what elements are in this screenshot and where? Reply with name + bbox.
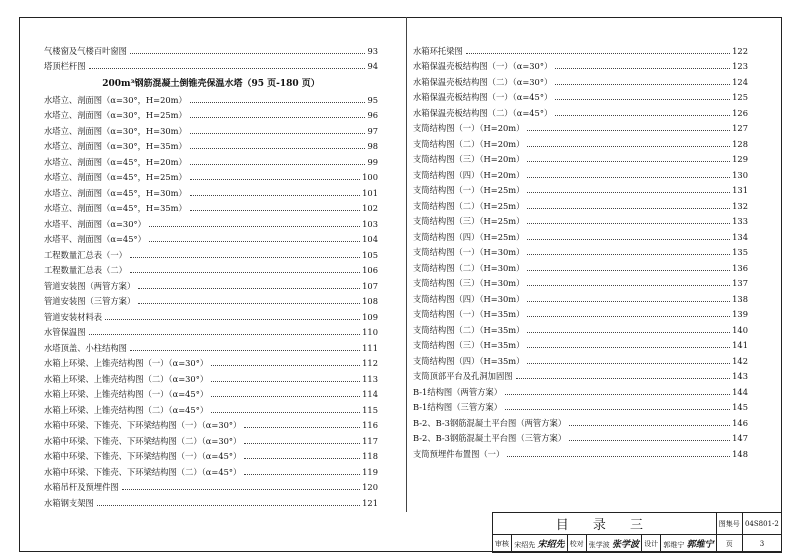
toc-entry-title: 水塔立、剖面图（α=45°，H=25m） xyxy=(44,172,187,182)
toc-entry-page: 141 xyxy=(732,340,748,350)
toc-entry-title: 工程数量汇总表（一） xyxy=(44,249,127,260)
toc-entry-page: 142 xyxy=(732,355,748,366)
dot-leader xyxy=(190,163,366,165)
toc-entry[interactable] xyxy=(44,275,378,291)
dot-leader xyxy=(211,380,360,382)
toc-entry-title: 水塔立、剖面图（α=30°，H=35m） xyxy=(44,141,187,151)
toc-entry-page: 118 xyxy=(362,451,378,461)
toc-entry[interactable] xyxy=(413,366,748,382)
toc-entry-page: 121 xyxy=(362,497,378,508)
sheet-title: 目 录 三 xyxy=(493,513,717,535)
toc-entry-page: 94 xyxy=(367,61,378,71)
toc-entry-page: 144 xyxy=(732,386,748,397)
toc-entry-title: 支筒结构图（三）（H=25m） xyxy=(413,216,525,226)
toc-entry[interactable] xyxy=(413,40,748,56)
dot-leader xyxy=(527,207,730,209)
toc-entry-title: 工程数量汇总表（二） xyxy=(44,265,127,275)
toc-entry-title: 支筒结构图（一）（H=25m） xyxy=(413,185,525,195)
dot-leader xyxy=(89,67,366,69)
toc-entry-page: 133 xyxy=(732,216,748,226)
toc-entry[interactable] xyxy=(44,477,378,493)
toc-entry-title: 支筒结构图（四）（H=35m） xyxy=(413,355,525,366)
toc-entry-page: 110 xyxy=(362,327,378,337)
dot-leader xyxy=(527,176,730,178)
toc-entry-page: 93 xyxy=(367,45,378,56)
toc-entry[interactable] xyxy=(413,226,748,242)
toc-entry[interactable] xyxy=(44,89,378,105)
designer-signature: 郭维宁 xyxy=(686,540,714,550)
toc-entry-page: 132 xyxy=(732,200,748,211)
toc-entry[interactable] xyxy=(44,399,378,415)
toc-entry[interactable] xyxy=(413,428,748,444)
dot-leader xyxy=(190,101,366,103)
toc-entry-title: 支筒顶部平台及孔洞加固图 xyxy=(413,371,513,381)
toc-entry[interactable] xyxy=(413,133,748,149)
dot-leader xyxy=(569,424,730,426)
toc-entry[interactable] xyxy=(413,443,748,459)
toc-entry[interactable] xyxy=(413,288,748,304)
dot-leader xyxy=(138,302,360,304)
toc-entry-page: 137 xyxy=(732,278,748,288)
dot-leader xyxy=(130,271,360,273)
toc-entry[interactable] xyxy=(413,397,748,413)
toc-entry-title: 气楼窗及气楼百叶窗图 xyxy=(44,45,127,56)
toc-entry-title: 水箱保温壳板结构图（一）（α=45°） xyxy=(413,92,553,102)
toc-entry[interactable] xyxy=(413,335,748,351)
dot-leader xyxy=(555,98,730,100)
dot-leader xyxy=(527,346,730,348)
toc-entry-title: 支筒结构图（三）（H=35m） xyxy=(413,340,525,350)
toc-entry-title: 支筒结构图（二）（H=30m） xyxy=(413,262,525,273)
toc-entry[interactable] xyxy=(413,412,748,428)
toc-entry-title: 水塔立、剖面图（α=45°，H=20m） xyxy=(44,156,187,167)
designer-name: 郭维宁 郭维宁 xyxy=(661,535,717,553)
toc-entry[interactable] xyxy=(44,337,378,353)
toc-entry[interactable] xyxy=(44,306,378,322)
atlas-label: 图集号 xyxy=(716,513,742,535)
toc-entry[interactable] xyxy=(44,167,378,183)
toc-entry-page: 145 xyxy=(732,402,748,412)
toc-entry[interactable] xyxy=(413,319,748,335)
dot-leader xyxy=(555,67,730,69)
toc-entry-page: 136 xyxy=(732,262,748,273)
toc-entry[interactable] xyxy=(44,430,378,446)
toc-entry-page: 129 xyxy=(732,154,748,164)
dot-leader xyxy=(516,377,731,379)
toc-entry-title: 管道安装材料表 xyxy=(44,311,103,322)
dot-leader xyxy=(527,238,730,240)
dot-leader xyxy=(211,411,360,413)
toc-entry-page: 117 xyxy=(362,435,378,446)
toc-entry-title: 水箱保温壳板结构图（一）（α=30°） xyxy=(413,61,553,71)
toc-entry-page: 103 xyxy=(362,218,378,229)
toc-entry-title: 水箱中环梁、下锥壳、下环梁结构图（二）（α=30°） xyxy=(44,435,242,446)
toc-entry-page: 100 xyxy=(362,172,378,182)
toc-entry[interactable] xyxy=(44,353,378,369)
toc-entry[interactable] xyxy=(413,180,748,196)
dot-leader xyxy=(244,457,360,459)
toc-entry-title: 支筒结构图（三）（H=30m） xyxy=(413,278,525,288)
dot-leader xyxy=(527,331,730,333)
toc-entry-page: 115 xyxy=(362,404,378,415)
reviewer-name: 宋绍先 宋绍先 xyxy=(512,535,568,553)
toc-entry-title: 水箱中环梁、下锥壳、下环梁结构图（一）（α=30°） xyxy=(44,420,242,430)
dot-leader xyxy=(527,269,730,271)
toc-entry[interactable] xyxy=(413,195,748,211)
toc-entry-page: 138 xyxy=(732,293,748,304)
toc-entry-title: 支筒结构图（二）（H=20m） xyxy=(413,138,525,149)
toc-entry-page: 104 xyxy=(362,234,378,244)
toc-entry[interactable] xyxy=(413,350,748,366)
dot-leader xyxy=(505,393,730,395)
toc-entry[interactable] xyxy=(413,118,748,134)
toc-entry-page: 99 xyxy=(367,156,378,167)
toc-entry-page: 109 xyxy=(362,311,378,322)
atlas-number: 04S801-2 xyxy=(742,513,781,535)
design-label: 设计 xyxy=(642,535,661,553)
toc-entry-page: 148 xyxy=(732,448,748,459)
toc-entry-title: 水箱上环梁、上锥壳结构图（二）（α=45°） xyxy=(44,404,209,415)
dot-leader xyxy=(130,349,360,351)
toc-entry-title: 支筒结构图（四）（H=20m） xyxy=(413,169,525,180)
toc-entry[interactable] xyxy=(413,381,748,397)
toc-entry-page: 131 xyxy=(732,185,748,195)
toc-entry[interactable] xyxy=(44,56,378,72)
toc-entry-title: B-2、B-3钢筋混凝土平台图（两管方案） xyxy=(413,417,567,428)
toc-entry-title: B-1结构图（两管方案） xyxy=(413,386,503,397)
toc-entry-page: 101 xyxy=(362,187,378,198)
dot-leader xyxy=(190,209,360,211)
toc-entry-page: 107 xyxy=(362,280,378,291)
toc-entry-title: 水箱保温壳板结构图（二）（α=45°） xyxy=(413,107,553,118)
dot-leader xyxy=(190,194,360,196)
toc-entry[interactable] xyxy=(413,87,748,103)
toc-entry[interactable] xyxy=(44,322,378,338)
toc-entry[interactable] xyxy=(413,273,748,289)
check-label: 校对 xyxy=(567,535,586,553)
dot-leader xyxy=(466,52,730,54)
toc-entry-title: 支筒结构图（四）（H=30m） xyxy=(413,293,525,304)
toc-entry[interactable] xyxy=(44,291,378,307)
dot-leader xyxy=(527,222,730,224)
dot-leader xyxy=(190,132,366,134)
toc-entry-page: 96 xyxy=(367,110,378,120)
toc-entry-page: 119 xyxy=(362,466,378,477)
toc-entry-page: 112 xyxy=(362,358,378,368)
dot-leader xyxy=(555,114,730,116)
dot-leader xyxy=(527,145,730,147)
review-label: 审核 xyxy=(493,535,512,553)
toc-entry-title: 水箱中环梁、下锥壳、下环梁结构图（一）（α=45°） xyxy=(44,451,242,461)
dot-leader xyxy=(130,52,365,54)
dot-leader xyxy=(507,455,730,457)
toc-entry-title: 支筒结构图（三）（H=20m） xyxy=(413,154,525,164)
toc-entry-title: 支筒结构图（一）（H=30m） xyxy=(413,247,525,257)
toc-entry-title: 水塔平、剖面图（α=45°） xyxy=(44,234,146,244)
dot-leader xyxy=(527,300,730,302)
title-block xyxy=(492,512,782,553)
toc-entry-title: B-1结构图（三管方案） xyxy=(413,402,503,412)
dot-leader xyxy=(555,83,730,85)
toc-entry[interactable] xyxy=(413,71,748,87)
toc-entry-page: 135 xyxy=(732,247,748,257)
column-divider xyxy=(406,17,407,512)
toc-entry[interactable] xyxy=(44,120,378,136)
toc-entry-page: 130 xyxy=(732,169,748,180)
dot-leader xyxy=(211,364,360,366)
toc-entry[interactable] xyxy=(44,461,378,477)
toc-entry[interactable] xyxy=(44,105,378,121)
toc-entry-page: 116 xyxy=(362,420,378,430)
toc-entry-title: 支筒结构图（四）（H=25m） xyxy=(413,231,525,242)
dot-leader xyxy=(138,287,360,289)
dot-leader xyxy=(190,147,366,149)
toc-entry-page: 95 xyxy=(367,94,378,105)
toc-entry-title: 水箱上环梁、上锥壳结构图（一）（α=45°） xyxy=(44,389,209,399)
reviewer-signature: 宋绍先 xyxy=(537,540,565,550)
dot-leader xyxy=(505,408,730,410)
toc-entry-page: 127 xyxy=(732,123,748,133)
page-number: 3 xyxy=(742,535,781,553)
toc-entry-title: 水塔立、剖面图（α=30°，H=20m） xyxy=(44,94,187,105)
toc-entry-title: 管道安装图（三管方案） xyxy=(44,296,136,306)
toc-entry[interactable] xyxy=(44,182,378,198)
toc-entry-page: 114 xyxy=(362,389,378,399)
toc-entry[interactable] xyxy=(44,446,378,462)
toc-entry[interactable] xyxy=(413,242,748,258)
toc-entry-page: 143 xyxy=(732,371,748,381)
toc-entry[interactable] xyxy=(44,229,378,245)
toc-entry[interactable] xyxy=(44,368,378,384)
toc-entry-page: 102 xyxy=(362,203,378,213)
toc-entry-page: 140 xyxy=(732,324,748,335)
toc-entry-title: 水箱保温壳板结构图（二）（α=30°） xyxy=(413,76,553,87)
toc-entry-title: 塔顶栏杆图 xyxy=(44,61,86,71)
dot-leader xyxy=(105,318,360,320)
toc-entry[interactable] xyxy=(44,213,378,229)
checker-signature: 张学波 xyxy=(612,540,640,550)
toc-entry-page: 120 xyxy=(362,482,378,492)
toc-entry[interactable] xyxy=(44,384,378,400)
toc-entry-page: 126 xyxy=(732,107,748,118)
toc-entry-page: 125 xyxy=(732,92,748,102)
toc-entry-title: 支筒结构图（二）（H=25m） xyxy=(413,200,525,211)
dot-leader xyxy=(190,116,366,118)
toc-entry[interactable] xyxy=(413,257,748,273)
toc-entry-title: 水塔平、剖面图（α=30°） xyxy=(44,218,146,229)
toc-entry-title: 管道安装图（两管方案） xyxy=(44,280,136,291)
toc-entry[interactable] xyxy=(44,492,378,508)
toc-entry[interactable] xyxy=(44,244,378,260)
dot-leader xyxy=(527,253,730,255)
toc-entry[interactable] xyxy=(413,102,748,118)
toc-entry-title: 支筒结构图（一）（H=20m） xyxy=(413,123,525,133)
dot-leader xyxy=(149,225,360,227)
toc-entry-page: 147 xyxy=(732,433,748,443)
toc-entry-page: 113 xyxy=(362,373,378,384)
toc-entry[interactable] xyxy=(44,40,378,56)
toc-entry-page: 122 xyxy=(732,45,748,56)
toc-entry-title: 水箱吊杆及预埋件图 xyxy=(44,482,119,492)
toc-entry-title: 水箱钢支架图 xyxy=(44,497,94,508)
toc-entry[interactable] xyxy=(413,164,748,180)
toc-entry[interactable] xyxy=(44,151,378,167)
toc-entry-title: 水管保温图 xyxy=(44,327,86,337)
toc-entry[interactable] xyxy=(44,136,378,152)
toc-entry-page: 98 xyxy=(367,141,378,151)
toc-entry[interactable] xyxy=(44,260,378,276)
toc-entry-title: 支筒结构图（一）（H=35m） xyxy=(413,309,525,319)
dot-leader xyxy=(527,129,730,131)
toc-entry-page: 146 xyxy=(732,417,748,428)
dot-leader xyxy=(569,439,730,441)
dot-leader xyxy=(527,284,730,286)
dot-leader xyxy=(527,191,730,193)
toc-entry-title: B-2、B-3钢筋混凝土平台图（三管方案） xyxy=(413,433,567,443)
toc-entry-page: 108 xyxy=(362,296,378,306)
toc-entry-page: 134 xyxy=(732,231,748,242)
checker-name: 张学波 张学波 xyxy=(586,535,642,553)
toc-entry-page: 105 xyxy=(362,249,378,260)
toc-entry-page: 97 xyxy=(367,125,378,136)
page-label: 页 xyxy=(716,535,742,553)
toc-entry-title: 水塔顶盖、小柱结构图 xyxy=(44,342,127,353)
toc-entry[interactable] xyxy=(413,304,748,320)
toc-entry-title: 水箱上环梁、上锥壳结构图（一）（α=30°） xyxy=(44,358,209,368)
toc-entry-title: 水箱环托梁图 xyxy=(413,45,463,56)
dot-leader xyxy=(97,504,360,506)
toc-entry[interactable] xyxy=(413,56,748,72)
dot-leader xyxy=(244,473,360,475)
toc-entry-page: 111 xyxy=(362,342,378,353)
toc-entry[interactable] xyxy=(44,198,378,214)
toc-entry-title: 支筒预埋件布置图（一） xyxy=(413,448,505,459)
toc-entry[interactable] xyxy=(44,415,378,431)
toc-entry-page: 124 xyxy=(732,76,748,87)
toc-entry-title: 水塔立、剖面图（α=30°，H=30m） xyxy=(44,125,187,136)
dot-leader xyxy=(122,488,360,490)
toc-left-column xyxy=(44,40,378,508)
toc-entry-page: 123 xyxy=(732,61,748,71)
toc-entry-title: 水箱上环梁、上锥壳结构图（二）（α=30°） xyxy=(44,373,209,384)
toc-entry-title: 水箱中环梁、下锥壳、下环梁结构图（二）（α=45°） xyxy=(44,466,242,477)
section-heading: 200m³钢筋混凝土倒锥壳保温水塔（95 页-180 页） xyxy=(102,79,320,89)
toc-entry-page: 139 xyxy=(732,309,748,319)
dot-leader xyxy=(244,426,360,428)
toc-right-column xyxy=(413,40,748,459)
toc-entry-title: 水塔立、剖面图（α=45°，H=30m） xyxy=(44,187,187,198)
toc-entry[interactable] xyxy=(413,211,748,227)
dot-leader xyxy=(211,395,360,397)
dot-leader xyxy=(89,333,361,335)
dot-leader xyxy=(190,178,360,180)
toc-entry-page: 128 xyxy=(732,138,748,149)
toc-entry-page: 106 xyxy=(362,265,378,275)
dot-leader xyxy=(527,362,730,364)
toc-entry-title: 水塔立、剖面图（α=45°，H=35m） xyxy=(44,203,187,213)
dot-leader xyxy=(149,240,360,242)
toc-entry[interactable] xyxy=(413,149,748,165)
toc-entry-title: 水塔立、剖面图（α=30°，H=25m） xyxy=(44,110,187,120)
dot-leader xyxy=(527,160,730,162)
toc-entry-title: 支筒结构图（二）（H=35m） xyxy=(413,324,525,335)
dot-leader xyxy=(527,315,730,317)
dot-leader xyxy=(130,256,360,258)
dot-leader xyxy=(244,442,360,444)
